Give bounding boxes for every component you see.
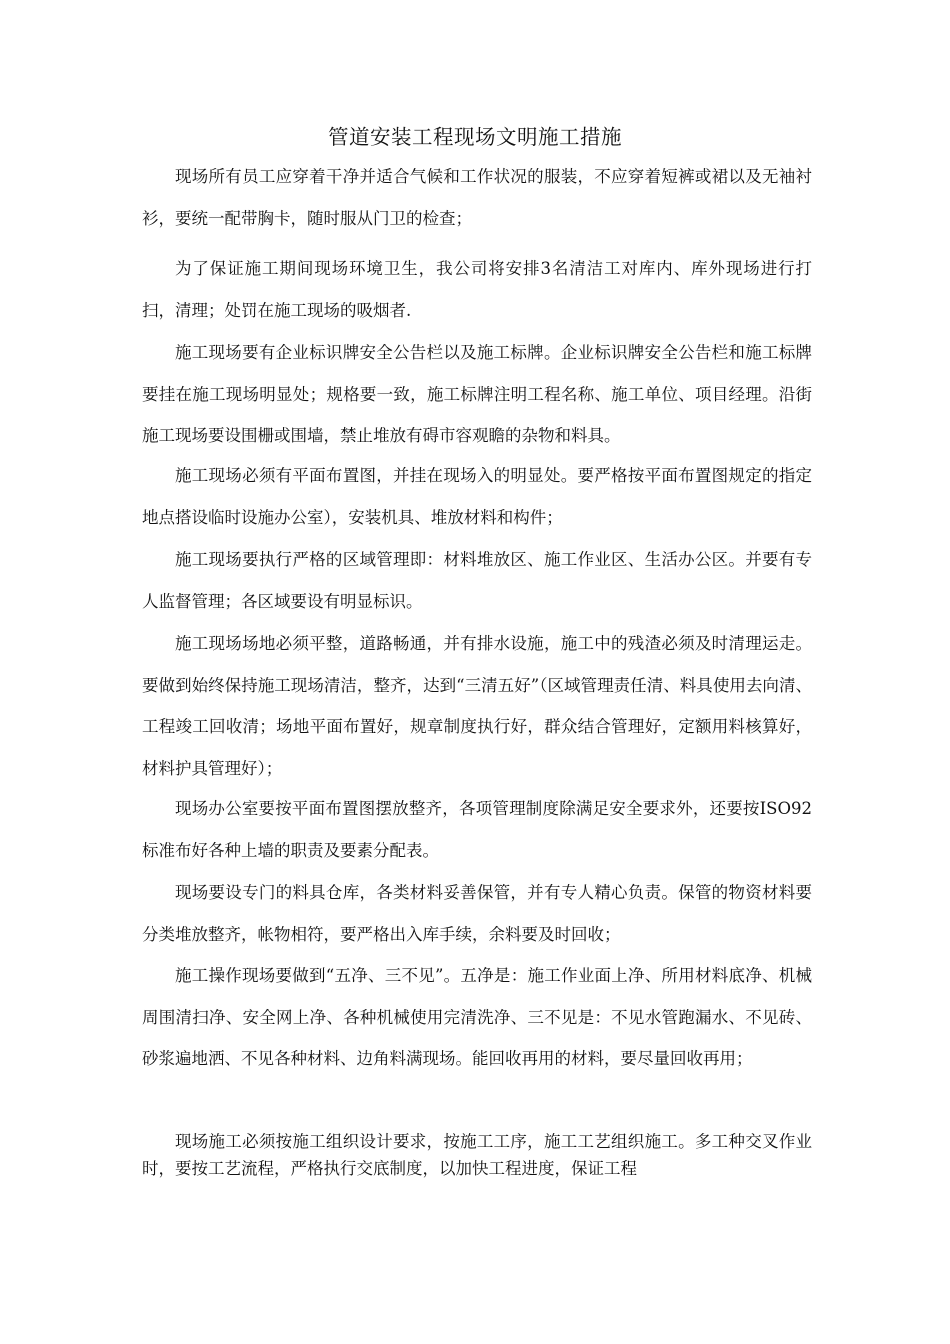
paragraph-office: 现场办公室要按平面布置图摆放整齐，各项管理制度除满足安全要求外，还要按ISO92标准布好各种上墙的职责及要素分配表。 <box>142 799 812 860</box>
paragraph-warehouse: 现场要设专门的料具仓库，各类材料妥善保管，并有专人精心负责。保管的物资材料要分类堆放整齐，帐物相符，要严格出入库手续，余料要及时回收； <box>142 883 812 944</box>
paragraph-signage: 施工现场要有企业标识牌安全公告栏以及施工标牌。企业标识牌安全公告栏和施工标牌要挂在施工现场明显处；规格要一致，施工标牌注明工程名称、施工单位、项目经理。沿街施工现场要设围栅或围墙，禁止堆放有碍市容观瞻的杂物和料具。 <box>142 343 812 446</box>
paragraph-zone-management: 施工现场要执行严格的区域管理即：材料堆放区、施工作业区、生活办公区。并要有专人监督管理；各区域要设有明显标识。 <box>142 550 812 611</box>
document-title: 管道安装工程现场文明施工措施 <box>328 125 622 149</box>
paragraph-construction-order: 现场施工必须按施工组织设计要求，按施工工序，施工工艺组织施工。多工种交叉作业时，要按工艺流程，严格执行交底制度，以加快工程进度，保证工程 <box>142 1132 812 1178</box>
paragraph-layout-plan: 施工现场必须有平面布置图，并挂在现场入的明显处。要严格按平面布置图规定的指定地点搭设临时设施办公室），安装机具、堆放材料和构件； <box>142 466 812 527</box>
paragraph-cleaning: 为了保证施工期间现场环境卫生，我公司将安排3名清洁工对库内、库外现场进行打扫，清理；处罚在施工现场的吸烟者. <box>142 259 812 320</box>
paragraph-five-clean: 施工操作现场要做到“五净、三不见”。五净是：施工作业面上净、所用材料底净、机械周围清扫净、安全网上净、各种机械使用完清洗净、三不见是：不见水管跑漏水、不见砖、砂浆遍地洒、不见各种材料、边角料满现场。能回收再用的材料，要尽量回收再用； <box>142 966 812 1069</box>
paragraph-attire: 现场所有员工应穿着干净并适合气候和工作状况的服装，不应穿着短裤或裙以及无袖衬衫，要统一配带胸卡，随时服从门卫的检查； <box>142 167 812 228</box>
paragraph-site-cleanliness: 施工现场场地必须平整，道路畅通，并有排水设施，施工中的残渣必须及时清理运走。要做到始终保持施工现场清洁，整齐，达到“三清五好”（区域管理责任清、料具使用去向清、工程竣工回收清；场地平面布置好，规章制度执行好，群众结合管理好，定额用料核算好，材料护具管理好）； <box>142 634 812 778</box>
